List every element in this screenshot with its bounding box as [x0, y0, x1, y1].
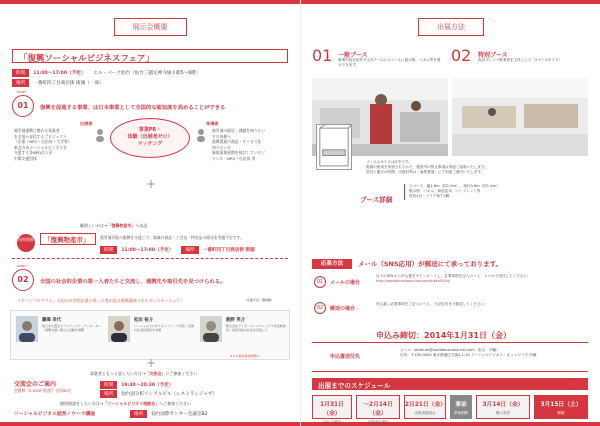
- booth2-photo: [452, 78, 588, 156]
- stage-title: ステージプログラム：全国の社会的企業の第一人者が語る復興講演パネルディスカッション！: [17, 298, 185, 303]
- matching-circle: [110, 118, 190, 158]
- schedule-step: [312, 395, 352, 424]
- booth-detail-text: [404, 184, 588, 200]
- visitor-icon: [194, 128, 208, 142]
- speaker-name: 熊野 英介: [226, 318, 246, 323]
- point2-label: POINT: [17, 264, 27, 268]
- note-suffix: へ出品: [135, 223, 148, 228]
- visitor-line: 新規事業展開を検討しているジ: [212, 150, 266, 156]
- booth-detail-label: ブース詳細: [360, 196, 393, 204]
- stage-note: （出演予定・敬称略）: [244, 298, 275, 302]
- step-sub: 準備期間: [454, 411, 468, 415]
- note-bold: 「交流会」: [145, 371, 166, 376]
- venue-label: 場所: [12, 79, 29, 87]
- apply-post-label: 郵送の場合: [330, 306, 356, 312]
- speaker-photo: [108, 316, 130, 342]
- speaker-photo: [16, 316, 38, 342]
- speaker-card: [200, 316, 288, 356]
- venue-value-2: 一番町四丁目商店街 街頭（一部）: [33, 81, 104, 86]
- point1-label: POINT: [17, 90, 27, 94]
- speaker-photo: [200, 316, 222, 342]
- visitor-line: 知りたい方: [212, 144, 231, 150]
- booth-note: 電源の使用を希望されるかた、施設内の禁止事項は別途ご説明いたします。: [366, 165, 488, 170]
- booth1-description: 事業内容を紹介する3ブースのスペースに展示物、パネル等を展示できます。: [338, 58, 441, 68]
- exhibitor-line: 東北の各ソーシャルビジネスを: [14, 144, 67, 150]
- booth2-number: 02: [451, 46, 472, 65]
- exhibitor-line: を全国へ発信するプロジェクト: [14, 133, 68, 139]
- booth-note: 設営と撤去の時間、出展料等は「募集要項」にて別途ご案内いたします。: [366, 170, 485, 175]
- speaker-card: [108, 316, 196, 356]
- exhibitor-icon: [93, 128, 107, 142]
- seminar-connect-note: [60, 401, 191, 407]
- visitor-line: 復興関連の商品・サービスを: [212, 139, 262, 145]
- match-text-3: マッチング: [137, 141, 163, 147]
- koryu-time-row: [100, 381, 181, 389]
- note-suffix: へご参加ください: [159, 401, 192, 406]
- visitor-line: 被災地の現状・課題を知りたい: [212, 128, 266, 133]
- plus-icon: +: [146, 177, 157, 191]
- detail-line: スペース：幅1.8m（約2.0m）、奥行0.9m（約1.0m）: [409, 184, 500, 188]
- booth2-title: 特別ブース: [478, 52, 508, 59]
- point1-number: 01: [12, 95, 34, 117]
- koryu-subtitle: 会費制（2,000円程度）定員80名: [14, 388, 72, 393]
- step-date: 3月14日（金）: [482, 402, 524, 408]
- step-date: 3月15日（土）: [540, 402, 582, 408]
- apply-headline: メール（SNS応用）が郵送にて承っております。: [358, 260, 503, 268]
- note-bold: 「復興物産市」: [107, 223, 136, 228]
- time-row: [12, 69, 200, 77]
- koryu-venue: 仙台国分町ソシアルビル（レストランジャザ）: [121, 392, 218, 397]
- apply-mail-url[interactable]: http://socialbusiness-net.com/fukko2014/: [376, 279, 451, 284]
- exhibitor-line: 中間支援団体: [14, 155, 37, 161]
- schedule-step: [534, 395, 588, 419]
- point1-headline: 復興を促進する事業、は日本事業として全国的な認知度を高めることができる: [40, 105, 226, 111]
- bussan-info-row: [100, 246, 263, 254]
- bussan-venue-label: 場所: [181, 246, 198, 254]
- visitor-line: 方の皆様へ: [212, 133, 231, 139]
- koryu-time-label: 時間: [100, 381, 117, 389]
- schedule-step: [476, 395, 530, 419]
- section-header-method: [301, 18, 600, 36]
- school-venue: 仙台国際センター会議室B2: [151, 412, 208, 417]
- point2-headline: 全国の社会的企業の第一人者たちと交流し、連携先や取引先を見つけられる。: [40, 279, 226, 285]
- top-bar: [301, 0, 600, 4]
- note-bold: 「ソーシャルビジネス相談会」: [103, 401, 160, 406]
- note-prefix: 個別相談をしたい方は→: [60, 401, 104, 406]
- bussan-venue: 一番町四丁目商店街 街頭: [202, 248, 255, 253]
- time-label: 時間: [12, 69, 29, 77]
- speaker-desc: 株式会社アミタ・ホールディングス代表取締役／持続可能な社会を目指して: [226, 324, 286, 333]
- school-title: ソーシャルビジネス経営ノウハウ講座: [14, 412, 96, 417]
- time-value: 11:00〜17:00（予定）: [33, 71, 86, 76]
- note-suffix: にご参加ください: [165, 371, 198, 376]
- concurrent-badge: 同時開催: [17, 234, 35, 252]
- bussan-time-label: 時間: [100, 246, 117, 254]
- booth-diagram: [316, 124, 352, 170]
- koryu-venue-label: 場所: [100, 390, 117, 398]
- exhibitor-label: 出展者: [80, 121, 93, 126]
- exhibitor-line: 支援する各NPO法人が: [14, 150, 53, 156]
- bottom-bar: [0, 422, 300, 426]
- section-title: 出展方法: [418, 18, 484, 36]
- apply-mail-number: 01: [314, 276, 326, 288]
- apply-mail-body: 以下のURLから申込書をダウンロードし、必要事項を記入のうえ、メールで送付してください。: [376, 274, 531, 278]
- apply-method-label: 応募方法: [312, 259, 352, 269]
- step-sub: 申込み締切: [323, 420, 341, 424]
- contact-address: 住所：〒100-0000 東京都港区芝浦2-1-13 ソーシャルビジネス・ネットワーク 伊藤: [400, 353, 537, 358]
- match-text-2: 体験（出展者ゼロ）: [127, 134, 173, 140]
- schedule-step: [450, 395, 472, 419]
- schedule-step: [356, 395, 400, 424]
- school-label: 場所: [130, 410, 147, 418]
- contact-label: 申込書送付先: [330, 354, 361, 360]
- koryu-connect-note: [90, 371, 197, 377]
- apply-post-text: 申込書に必要事項をご記入のうえ、下記住所まで郵送してください。: [376, 302, 488, 306]
- step-date: 〜2月14日（金）: [363, 402, 393, 417]
- speaker-name: 藤澤 幸代: [42, 318, 62, 323]
- note-prefix: 範囲しいかは→: [80, 223, 108, 228]
- apply-mail-label: メールの場合: [330, 280, 360, 286]
- speaker-card: [16, 316, 104, 356]
- exhibitor-line: （企業・NPO・自治体・大学等）: [14, 139, 72, 145]
- venue-row: [12, 79, 104, 87]
- section-title: 展示会概要: [114, 18, 187, 36]
- contact-email: メール：sbforum@socialbusiness-net.com（担当：伊藤）: [400, 348, 500, 352]
- booth-notes: [366, 160, 586, 176]
- bussan-description: 震災被災地の復興を支援して、地域の商品・工芸品・特産品の販売を実施予定です。: [100, 235, 244, 240]
- note-prefix: 事業者ともっと話したい方は→: [90, 371, 146, 376]
- booth-note: ブースのサイズは目安です。: [366, 160, 412, 164]
- detail-line: 長机1台・パイプ椅子2脚: [409, 194, 450, 199]
- plus-icon-2: +: [146, 356, 157, 370]
- dashed-divider: [12, 258, 288, 259]
- venue-value: エル・パーク仙台（仙台三越定禅寺通り館5〜6階）: [93, 71, 201, 76]
- koryu-time: 19:30〜20:30（予定）: [121, 383, 174, 388]
- detail-line: 展示物：パネル、商品見本、パンフレット等: [409, 189, 481, 194]
- exhibitor-description: [14, 128, 88, 162]
- apply-deadline: 申込み締切：2014年1月31日（金）: [376, 331, 511, 340]
- speaker-desc: 東日本大震災ボランティアコーディネーター／復興支援に関わる活動を展開: [42, 324, 102, 333]
- speaker-desc: ソーシャルビジネスネットワーク代表／全国の社会起業家を支援: [134, 324, 194, 333]
- step-date: 2月21日（金）: [405, 402, 447, 408]
- step-sub: 出展者説明会: [414, 411, 436, 415]
- match-text-1: 事業PR・: [138, 127, 162, 133]
- speaker-caption: ※その他出演者調整中: [230, 354, 260, 358]
- top-bar: [0, 0, 300, 4]
- contact-info: [400, 348, 588, 358]
- apply-mail-text: [376, 274, 588, 284]
- section-header-overview: [0, 18, 300, 36]
- bussan-title: 「復興物産市」: [40, 233, 96, 245]
- visitor-line: ャンル・NPO・自治体 等: [212, 155, 256, 161]
- step-sub: 出展決定通知: [367, 420, 389, 424]
- koryu-title: 交流会のご案内: [14, 381, 57, 388]
- bussan-connect-note: [80, 223, 147, 229]
- exhibitor-line: 被災地復興に携わる事業者: [14, 128, 60, 133]
- apply-post-number: 02: [314, 302, 326, 314]
- school-row: [130, 410, 208, 418]
- fair-title: 「復興ソーシャルビジネスフェア」: [12, 49, 288, 63]
- koryu-venue-row: [100, 390, 217, 398]
- point2-number: 02: [12, 269, 34, 291]
- bussan-time: 11:00〜17:00（予定）: [121, 248, 174, 253]
- speaker-name: 松田 裕介: [134, 318, 154, 323]
- step-date: 事前: [455, 402, 467, 408]
- booth1-number: 01: [312, 46, 333, 65]
- step-sub: 搬入設営: [496, 411, 510, 415]
- step-date: 1月31日（金）: [320, 402, 344, 417]
- step-sub: 開催: [557, 411, 565, 415]
- visitor-label: 来場者: [206, 121, 219, 126]
- visitor-description: [212, 128, 290, 162]
- schedule-header: 出展までのスケジュール: [312, 378, 588, 390]
- booth1-title: 一般ブース: [338, 52, 368, 59]
- schedule-step: [404, 395, 446, 419]
- booth2-description: 仮設プレハブ事業者を主体として（2ブースサイズ）: [478, 58, 562, 62]
